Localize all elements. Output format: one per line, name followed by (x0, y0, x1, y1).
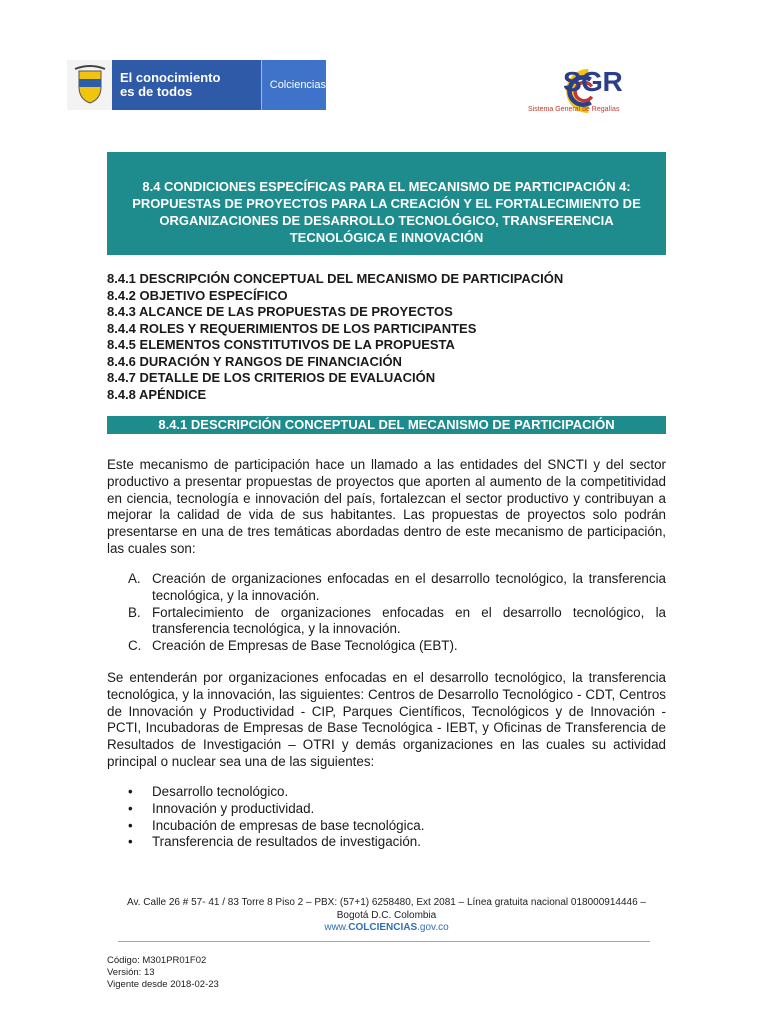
bullet-item (128, 818, 628, 835)
document-version: Versión: 13 (107, 967, 155, 978)
toc-item: 8.4.4 ROLES Y REQUERIMIENTOS DE LOS PARTICIPANTES (107, 320, 477, 336)
sgr-logo-text: SGR (563, 66, 623, 97)
list-item-text: Fortalecimiento de organizaciones enfocadas en el desarrollo tecnológico, la transferencia tecnológica, y la innovación. (152, 604, 666, 637)
list-item-label: C. (128, 638, 142, 654)
intro-paragraph: Este mecanismo de participación hace un llamado a las entidades del SNCTI y del sector productivo a presentar propuestas de proyectos que aporten al aumento de la competitividad en ciencia, tecnología e innovación del país, fortalezcan el sector productivo y contribuyan a mejorar la calidad de vida de sus habitantes. Las propuestas de proyectos solo podrán presentarse en una de tres temáticas abordadas dentro de este mecanismo de participación, las cuales son: (107, 457, 666, 556)
logo-tagline-line1: El conocimiento (120, 70, 221, 85)
bullet-icon: • (128, 784, 133, 799)
footer-divider (118, 941, 650, 942)
bullet-text: Transferencia de resultados de investigación. (152, 834, 421, 850)
bullet-list (128, 784, 628, 851)
toc-item: 8.4.5 ELEMENTOS CONSTITUTIVOS DE LA PROPUESTA (107, 337, 455, 352)
toc-item: 8.4.1 DESCRIPCIÓN CONCEPTUAL DEL MECANISMO DE PARTICIPACIÓN (107, 271, 564, 286)
toc-item: 8.4.7 DETALLE DE LOS CRITERIOS DE EVALUACIÓN (107, 370, 436, 385)
document-code: Código: M301PR01F02 (107, 955, 207, 966)
lettered-list (128, 571, 666, 655)
bullet-text: Desarrollo tecnológico. (152, 784, 289, 799)
logo-tagline-line2: es de todos (120, 84, 193, 99)
bullet-item (128, 784, 628, 801)
bullet-text: Incubación de empresas de base tecnológica. (152, 817, 425, 833)
bullet-icon: • (128, 817, 133, 833)
document-valid-date: Vigente desde 2018-02-23 (107, 979, 219, 990)
bullet-text: Innovación y productividad. (152, 800, 315, 816)
toc-item: 8.4.3 ALCANCE DE LAS PROPUESTAS DE PROYECTOS (107, 304, 453, 319)
list-item-text: Creación de Empresas de Base Tecnológica (EBT). (152, 638, 458, 654)
list-item-label: B. (128, 604, 141, 620)
footer-web-prefix: www. (324, 922, 349, 933)
toc-item: 8.4.2 OBJETIVO ESPECÍFICO (107, 287, 288, 303)
list-item-text: Creación de organizaciones enfocadas en el desarrollo tecnológico, la transferencia tecnológica, y la innovación. (152, 571, 666, 603)
list-item (128, 605, 666, 639)
document-metadata (107, 955, 219, 991)
page-footer (107, 897, 666, 935)
list-item (128, 571, 666, 605)
footer-web-suffix: .gov.co (417, 922, 449, 933)
list-item-label: A. (128, 571, 141, 586)
section-title-banner: 8.4 CONDICIONES ESPECÍFICAS PARA EL MECANISMO DE PARTICIPACIÓN 4: PROPUESTAS DE PROYECTOS PARA LA CREACIÓN Y EL FORTALECIMIENTO DE ORGANIZACIONES DE DESARROLLO TECNOLÓGICO, TRANSFERENCIA TECNOLÓGICA E INNOVACIÓN (107, 152, 666, 255)
footer-website-link[interactable] (107, 922, 666, 935)
colciencias-brand: Colciencias (261, 60, 326, 110)
section-heading: 8.4.1 DESCRIPCIÓN CONCEPTUAL DEL MECANISMO DE PARTICIPACIÓN (107, 416, 666, 434)
bullet-item (128, 834, 628, 851)
colciencias-logo (67, 60, 326, 110)
definition-paragraph: Se entenderán por organizaciones enfocadas en el desarrollo tecnológico, la transferencia tecnológica, y la innovación, las siguientes: Centros de Desarrollo Tecnológico - CDT, Centros de Innovación y Productividad - CIP, Parques Científicos, Tecnológicos y de Innovación - PCTI, Incubadoras de Empresas de Base Tecnológica - IEBT, y Oficinas de Transferencia de Resultados de Investigación – OTRI y demás organizaciones en las cuales su actividad principal o nuclear sea una de las siguientes: (107, 670, 666, 769)
footer-address: Av. Calle 26 # 57- 41 / 83 Torre 8 Piso 2 – PBX: (57+1) 6258480, Ext 2081 – Línea gratuita nacional 018000914446 – (127, 897, 646, 908)
footer-web-bold: COLCIENCIAS (348, 922, 418, 933)
footer-city: Bogotá D.C. Colombia (336, 909, 437, 921)
bullet-icon: • (128, 800, 133, 816)
sgr-logo-subtitle: Sistema General de Regalías (528, 106, 620, 113)
list-item (128, 638, 666, 655)
bullet-item (128, 801, 628, 818)
table-of-contents (107, 271, 667, 403)
coat-of-arms-icon (67, 60, 112, 110)
toc-item: 8.4.6 DURACIÓN Y RANGOS DE FINANCIACIÓN (107, 353, 402, 369)
bullet-icon: • (128, 834, 133, 850)
toc-item: 8.4.8 APÉNDICE (107, 386, 207, 402)
